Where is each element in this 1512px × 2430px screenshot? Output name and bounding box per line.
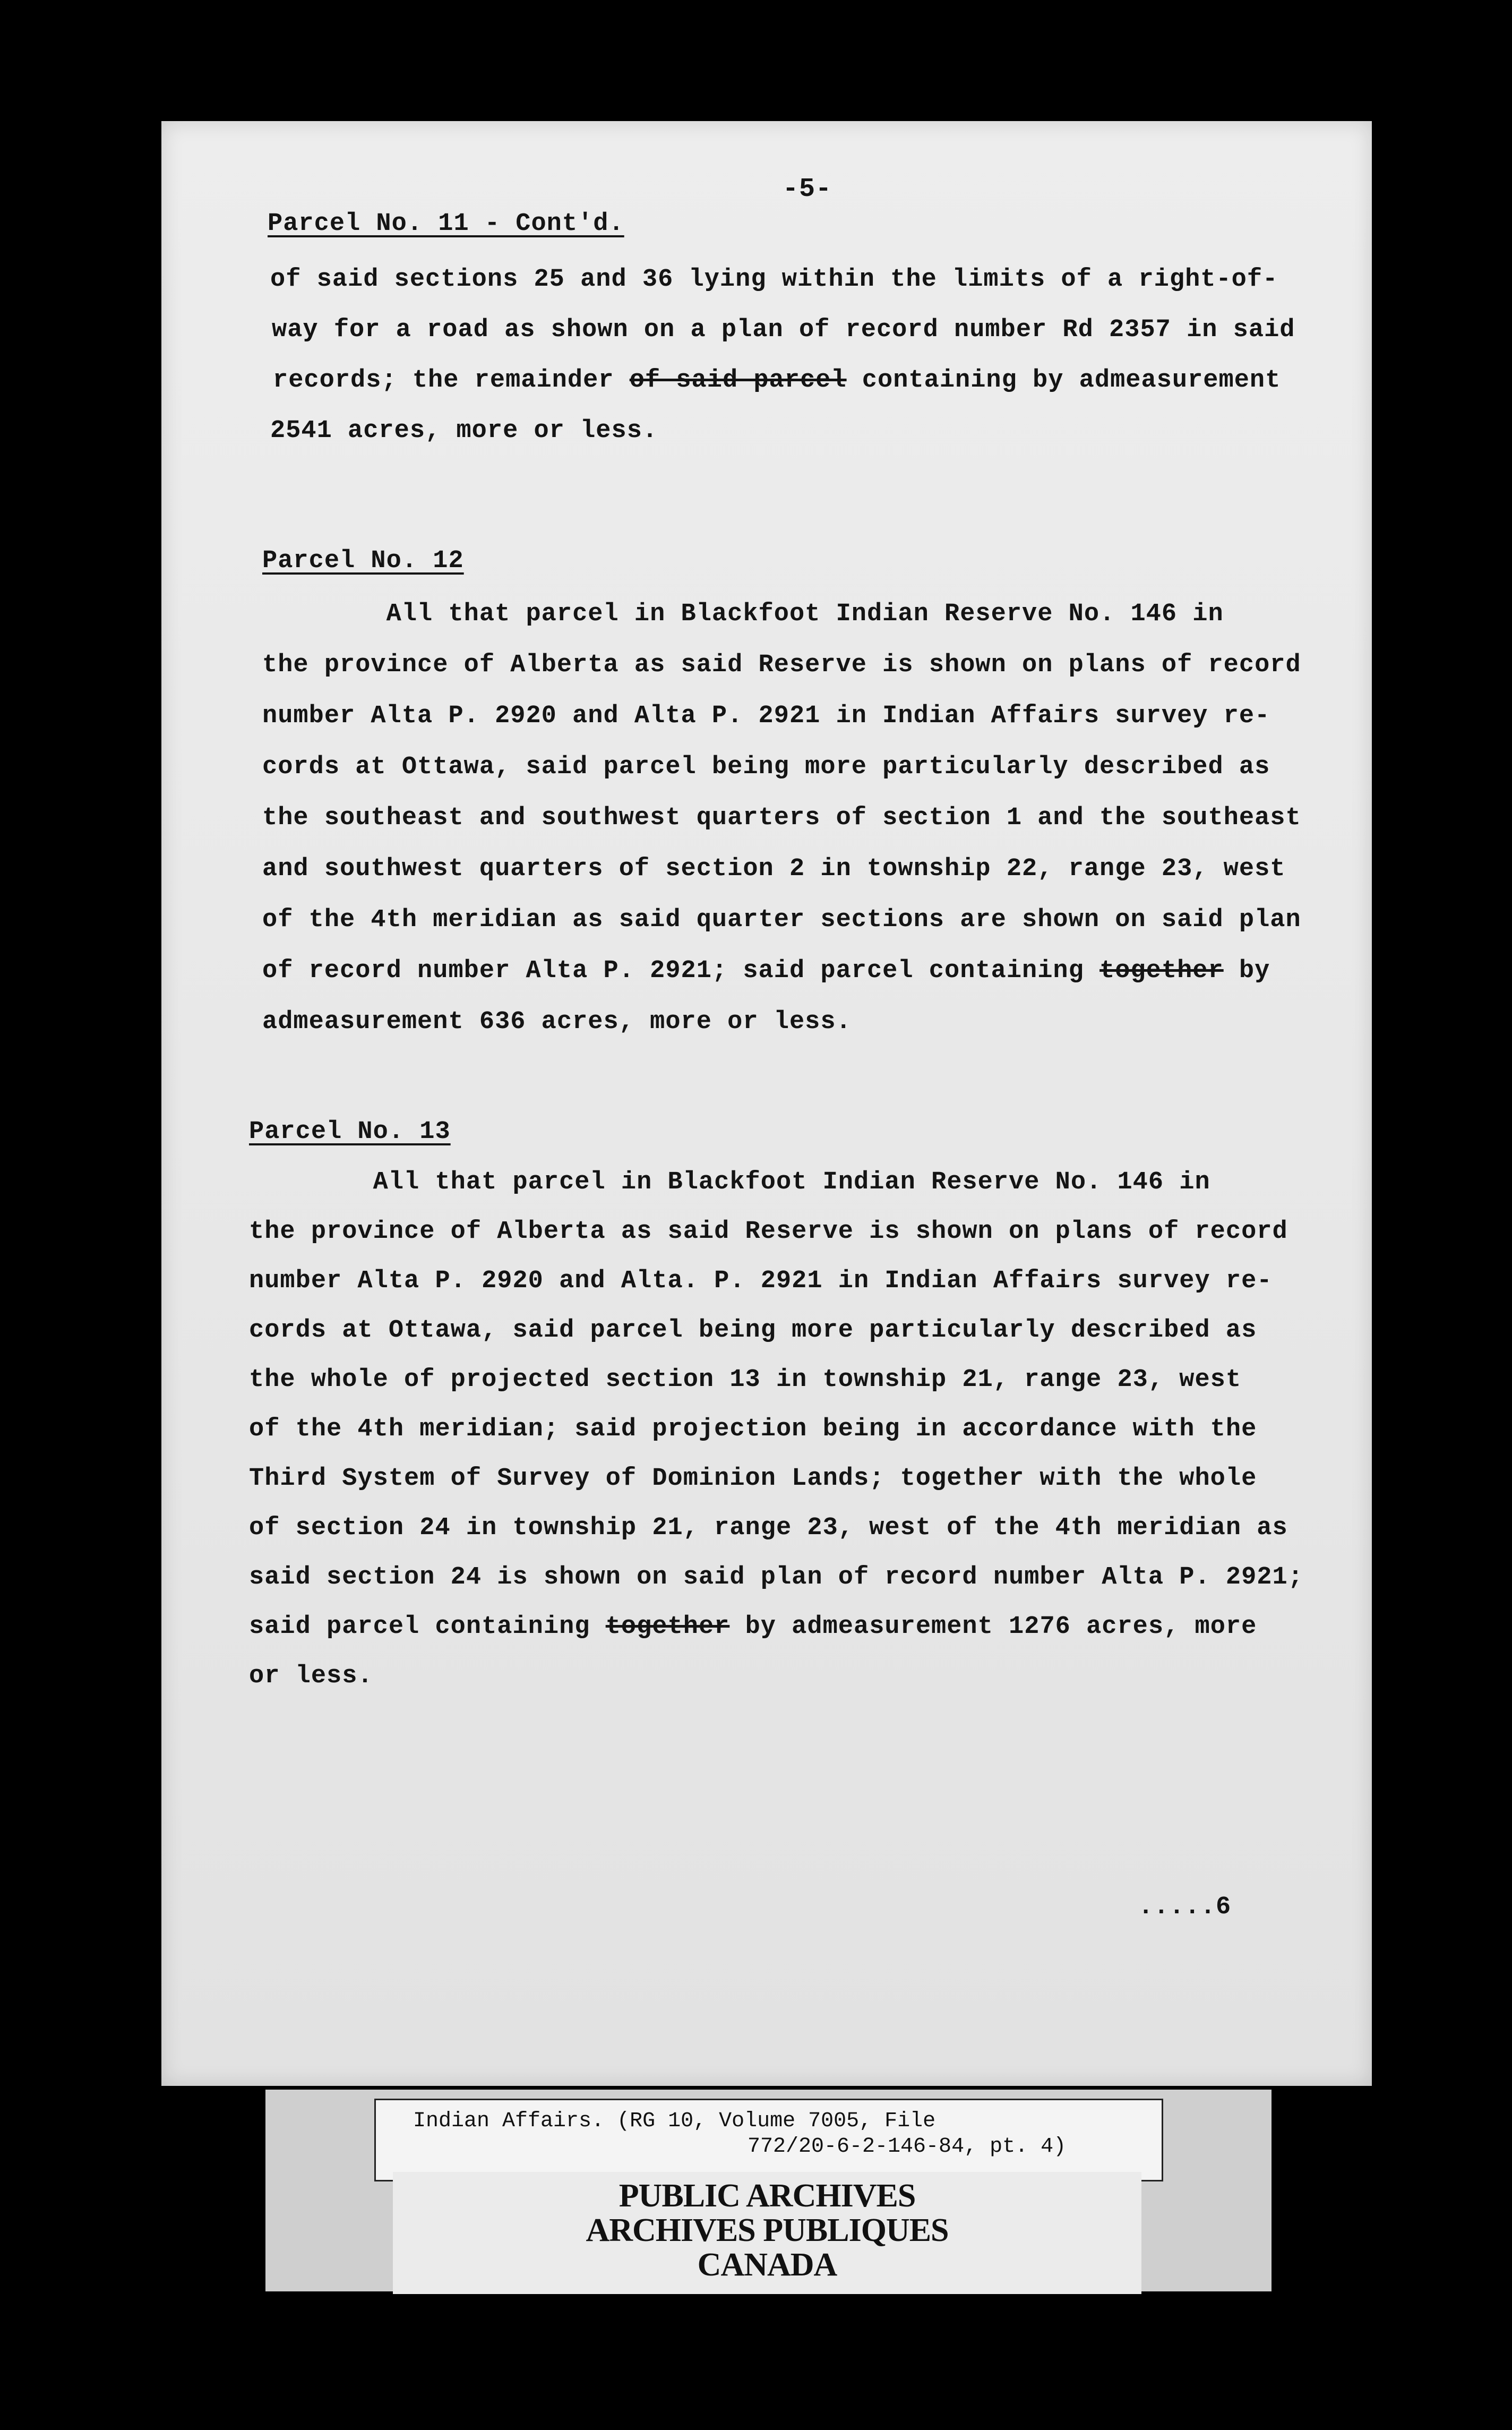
stamp-line-3: CANADA <box>697 2247 837 2283</box>
text-line: cords at Ottawa, said parcel being more particularly described as <box>262 753 1270 781</box>
text-line: and southwest quarters of section 2 in township 22, range 23, west <box>262 855 1286 883</box>
struck-text: together <box>1099 957 1224 985</box>
text-line <box>262 959 1270 983</box>
text-line: way for a road as shown on a plan of record number Rd 2357 in said <box>272 316 1295 344</box>
archives-stamp <box>393 2172 1141 2294</box>
text-line: said section 24 is shown on said plan of record number Alta P. 2921; <box>249 1563 1303 1592</box>
text-line: or less. <box>249 1662 373 1690</box>
text-line: of section 24 in township 21, range 23, west of the 4th meridian as <box>249 1514 1288 1542</box>
page-number: -5- <box>783 174 832 204</box>
text-segment: records; the remainder <box>273 366 630 395</box>
text-line: the province of Alberta as said Reserve is shown on plans of record <box>262 651 1301 679</box>
text-segment: said parcel containing <box>249 1613 606 1641</box>
text-line: the whole of projected section 13 in township 21, range 23, west <box>249 1366 1242 1394</box>
struck-text: together <box>605 1613 730 1641</box>
text-line: of the 4th meridian as said quarter sections are shown on said plan <box>262 906 1301 934</box>
text-line: number Alta P. 2920 and Alta P. 2921 in Indian Affairs survey re- <box>262 702 1270 730</box>
text-line <box>249 1614 1257 1639</box>
text-line: 2541 acres, more or less. <box>270 417 658 445</box>
stamp-line-2: ARCHIVES PUBLIQUES <box>586 2212 949 2248</box>
text-line: admeasurement 636 acres, more or less. <box>262 1008 852 1036</box>
section-heading: Parcel No. 13 <box>249 1118 451 1146</box>
text-line: cords at Ottawa, said parcel being more particularly described as <box>249 1316 1257 1345</box>
text-line: the province of Alberta as said Reserve is shown on plans of record <box>249 1218 1288 1246</box>
text-segment: of record number Alta P. 2921; said parcel containing <box>262 957 1100 985</box>
struck-text: of said parcel <box>629 366 847 395</box>
text-line: All that parcel in Blackfoot Indian Reserve No. 146 in <box>262 600 1224 628</box>
document-page <box>161 121 1372 2086</box>
text-line: of said sections 25 and 36 lying within the limits of a right-of- <box>270 266 1278 294</box>
stamp-line-1: PUBLIC ARCHIVES <box>618 2178 916 2214</box>
text-line <box>273 368 1281 393</box>
citation-line-1: Indian Affairs. (RG 10, Volume 7005, File <box>413 2109 936 2133</box>
text-line: number Alta P. 2920 and Alta. P. 2921 in Indian Affairs survey re- <box>249 1267 1273 1295</box>
text-segment: by admeasurement 1276 acres, more <box>729 1613 1257 1641</box>
text-segment: containing by admeasurement <box>846 366 1281 395</box>
text-line: All that parcel in Blackfoot Indian Reserve No. 146 in <box>249 1168 1210 1196</box>
section-heading: Parcel No. 11 - Cont'd. <box>268 210 624 238</box>
citation-line-2: 772/20-6-2-146-84, pt. 4) <box>748 2135 1067 2159</box>
citation-box <box>374 2099 1163 2181</box>
text-segment: by <box>1223 957 1270 985</box>
text-line: Third System of Survey of Dominion Lands; together with the whole <box>249 1465 1257 1493</box>
text-line: of the 4th meridian; said projection being in accordance with the <box>249 1415 1257 1443</box>
text-line: the southeast and southwest quarters of section 1 and the southeast <box>262 804 1301 832</box>
section-heading: Parcel No. 12 <box>262 547 464 575</box>
continuation-marker: .....6 <box>1138 1893 1232 1921</box>
